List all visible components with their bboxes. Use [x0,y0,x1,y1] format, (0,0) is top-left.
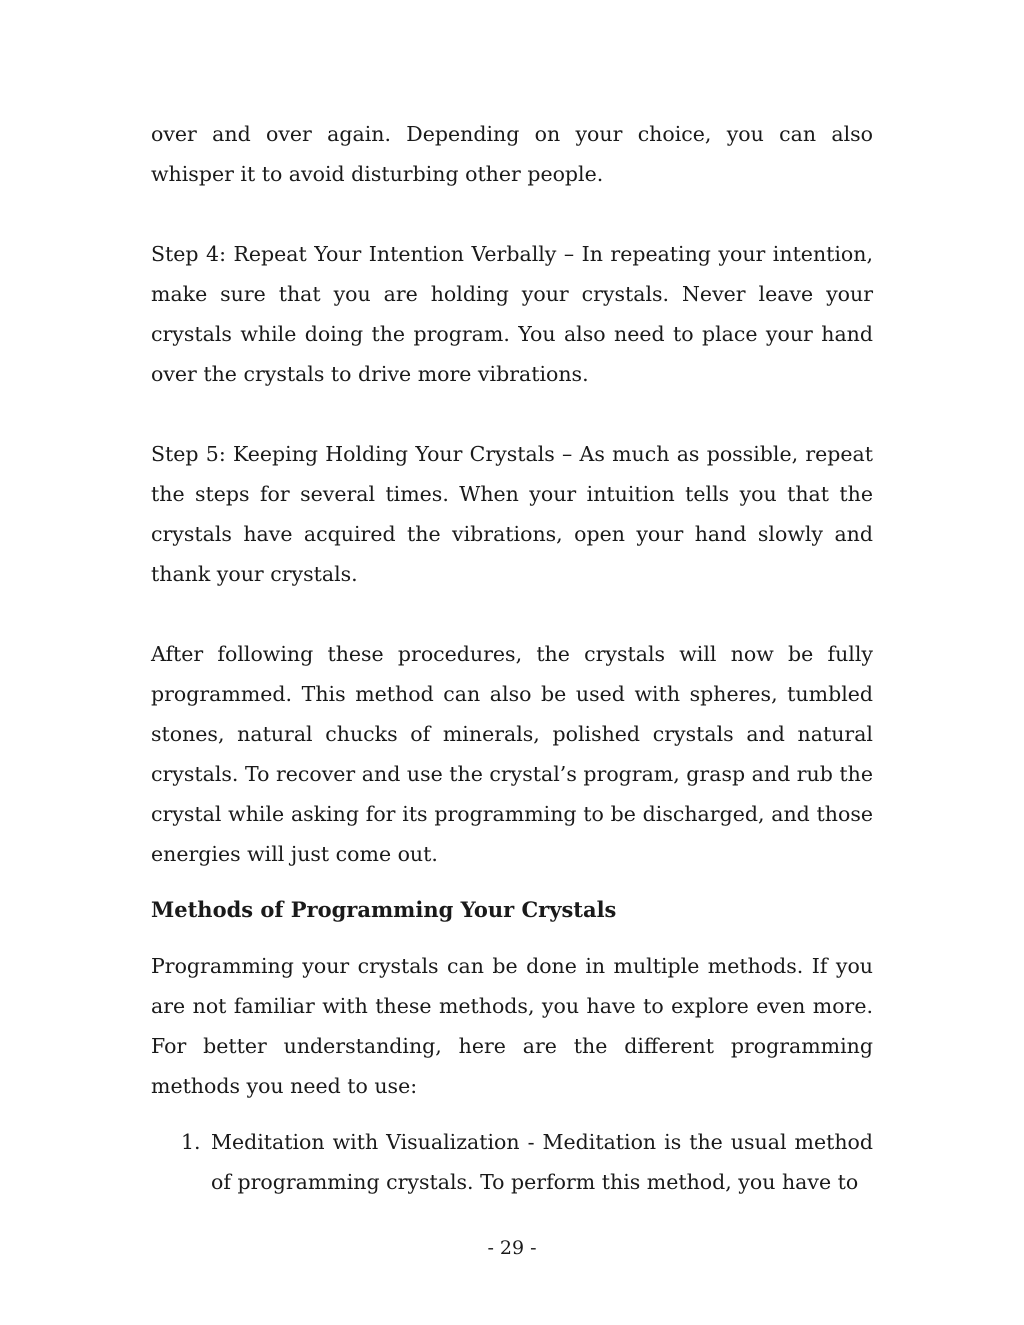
list-item [151,1122,873,1202]
paragraph-methods-intro: Programming your crystals can be done in multiple methods. If you are not familiar with these methods, you have to explore even more. For better understanding, here are the different programming methods you need to use: [151,954,873,1098]
paragraph-after-procedures: After following these procedures, the crystals will now be fully programmed. This method can also be used with spheres, tumbled stones, natural chucks of minerals, polished crystals and natural crystals. To recover and use the crystal’s program, grasp and rub the crystal while asking for its programming to be discharged, and those energies will just come out. [151,642,873,866]
list-item-number: 1. [181,1130,201,1154]
paragraph-step-5: Step 5: Keeping Holding Your Crystals – As much as possible, repeat the steps for several times. When your intuition tells you that the crystals have acquired the vibrations, open your hand slowly and thank your crystals. [151,442,873,586]
paragraph-continuation: over and over again. Depending on your choice, you can also whisper it to avoid disturbing other people. [151,122,873,186]
paragraph-step-4: Step 4: Repeat Your Intention Verbally – In repeating your intention, make sure that you are holding your crystals. Never leave your crystals while doing the program. You also need to place your hand over the crystals to drive more vibrations. [151,242,873,386]
page-content [151,114,873,1202]
methods-list [151,1122,873,1202]
list-item-text: Meditation with Visualization - Meditation is the usual method of programming crystals. To perform this method, you have to [211,1130,873,1194]
section-heading: Methods of Programming Your Crystals [151,897,617,922]
page-number: - 29 - [487,1237,537,1259]
